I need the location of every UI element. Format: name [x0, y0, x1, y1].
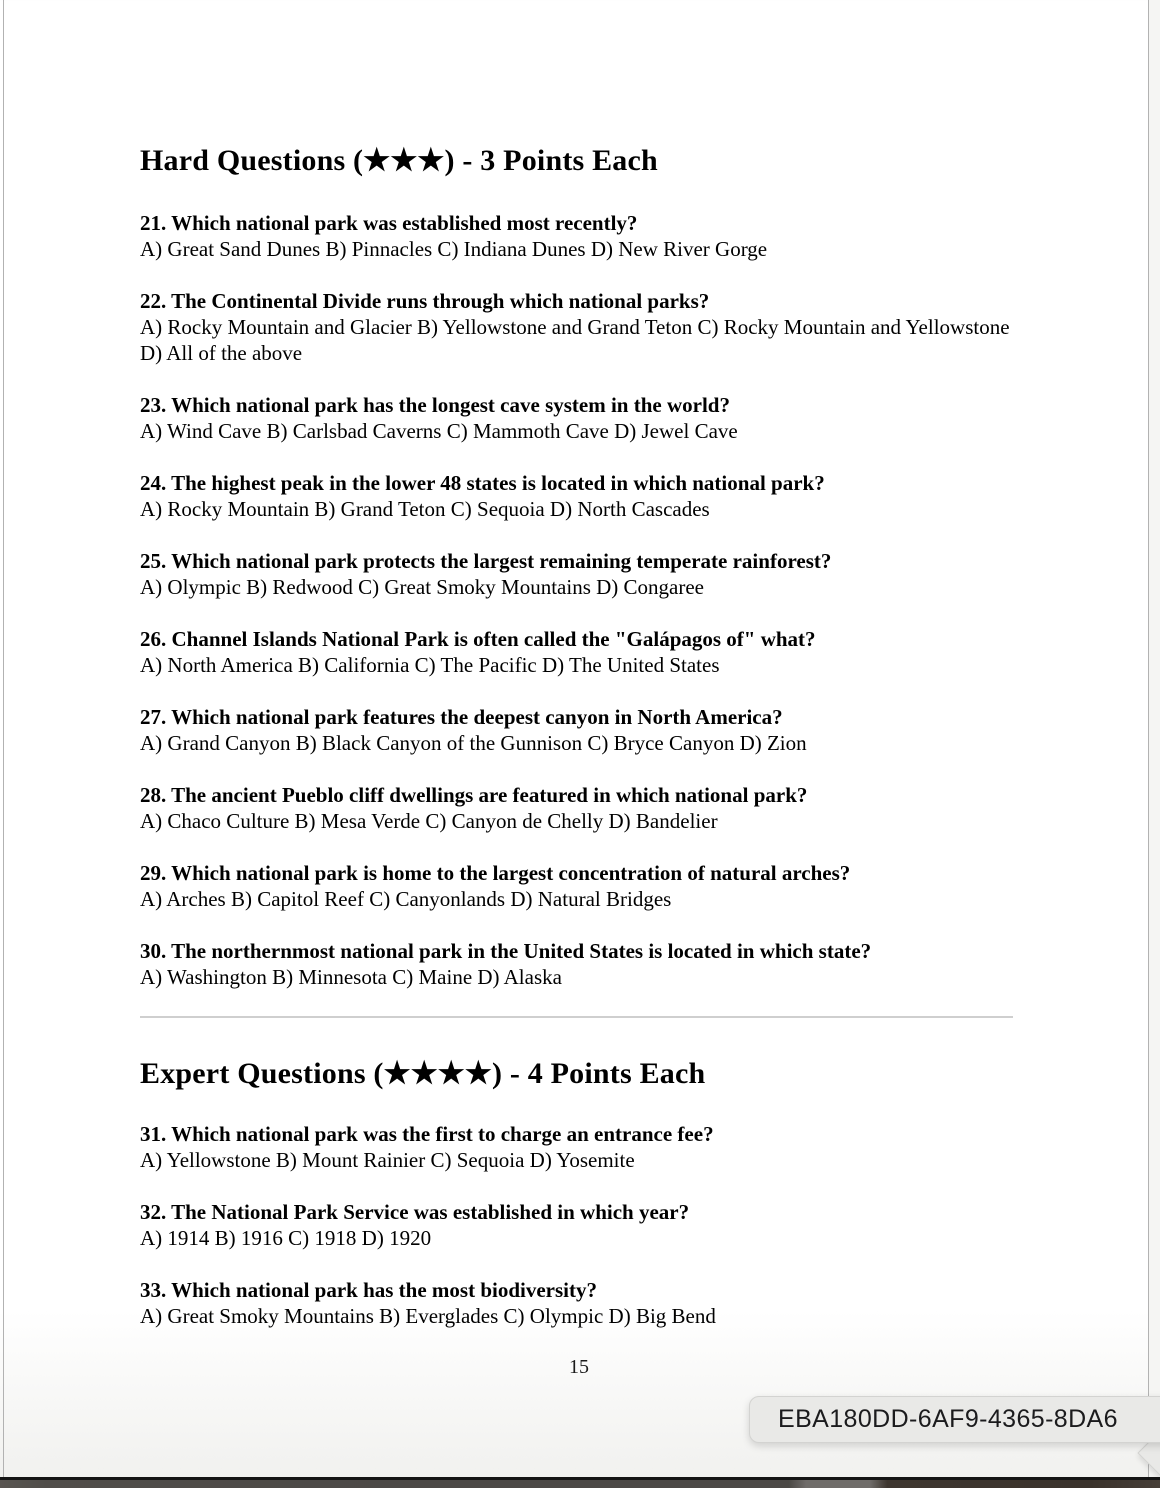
question-block [140, 1277, 1018, 1329]
question-text: 23. Which national park has the longest cave system in the world? [140, 393, 730, 417]
question-block [140, 470, 1018, 522]
question-options: A) Wind Cave B) Carlsbad Caverns C) Mammoth Cave D) Jewel Cave [140, 419, 738, 443]
question-text: 21. Which national park was established most recently? [140, 211, 638, 235]
scrollbar-track[interactable] [1149, 0, 1160, 1477]
question-block [140, 288, 1018, 366]
question-block [140, 704, 1018, 756]
question-block [140, 938, 1018, 990]
question-options: A) Rocky Mountain B) Grand Teton C) Sequoia D) North Cascades [140, 497, 710, 521]
question-options: A) Arches B) Capitol Reef C) Canyonlands D) Natural Bridges [140, 887, 672, 911]
question-options: A) North America B) California C) The Pacific D) The United States [140, 653, 720, 677]
question-block [140, 1199, 1018, 1251]
question-text: 22. The Continental Divide runs through which national parks? [140, 289, 710, 313]
question-text: 26. Channel Islands National Park is often called the "Galápagos of" what? [140, 627, 816, 651]
question-options: A) Great Smoky Mountains B) Everglades C) Olympic D) Big Bend [140, 1304, 716, 1328]
question-options: A) Rocky Mountain and Glacier B) Yellowstone and Grand Teton C) Rocky Mountain and Yellowstone D) All of the above [140, 315, 1010, 365]
question-text: 24. The highest peak in the lower 48 states is located in which national park? [140, 471, 825, 495]
question-block [140, 548, 1018, 600]
page-left-border [3, 0, 4, 1477]
section-title-hard: Hard Questions (★★★) - 3 Points Each [140, 144, 658, 177]
question-options: A) Yellowstone B) Mount Rainier C) Sequoia D) Yosemite [140, 1148, 635, 1172]
question-text: 33. Which national park has the most biodiversity? [140, 1278, 598, 1302]
question-block [140, 626, 1018, 678]
question-options: A) Olympic B) Redwood C) Great Smoky Mountains D) Congaree [140, 575, 704, 599]
question-block [140, 782, 1018, 834]
question-block [140, 1121, 1018, 1173]
question-block [140, 860, 1018, 912]
section-title-expert: Expert Questions (★★★★) - 4 Points Each [140, 1057, 706, 1090]
page-number: 15 [569, 1356, 589, 1378]
question-options: A) Chaco Culture B) Mesa Verde C) Canyon de Chelly D) Bandelier [140, 809, 718, 833]
taskbar-strip [0, 1480, 1160, 1488]
question-options: A) Grand Canyon B) Black Canyon of the Gunnison C) Bryce Canyon D) Zion [140, 731, 807, 755]
question-block [140, 210, 1018, 262]
question-options: A) 1914 B) 1916 C) 1918 D) 1920 [140, 1226, 432, 1250]
question-text: 30. The northernmost national park in the United States is located in which state? [140, 939, 872, 963]
section-divider [140, 1016, 1013, 1018]
question-options: A) Washington B) Minnesota C) Maine D) Alaska [140, 965, 562, 989]
uuid-tooltip: EBA180DD-6AF9-4365-8DA6 [749, 1396, 1160, 1443]
quiz-page [140, 0, 1018, 1379]
question-text: 32. The National Park Service was established in which year? [140, 1200, 690, 1224]
question-text: 25. Which national park protects the largest remaining temperate rainforest? [140, 549, 832, 573]
question-text: 29. Which national park is home to the largest concentration of natural arches? [140, 861, 851, 885]
question-text: 27. Which national park features the deepest canyon in North America? [140, 705, 783, 729]
question-block [140, 392, 1018, 444]
question-text: 31. Which national park was the first to charge an entrance fee? [140, 1122, 714, 1146]
question-options: A) Great Sand Dunes B) Pinnacles C) Indiana Dunes D) New River Gorge [140, 237, 768, 261]
question-text: 28. The ancient Pueblo cliff dwellings are featured in which national park? [140, 783, 808, 807]
